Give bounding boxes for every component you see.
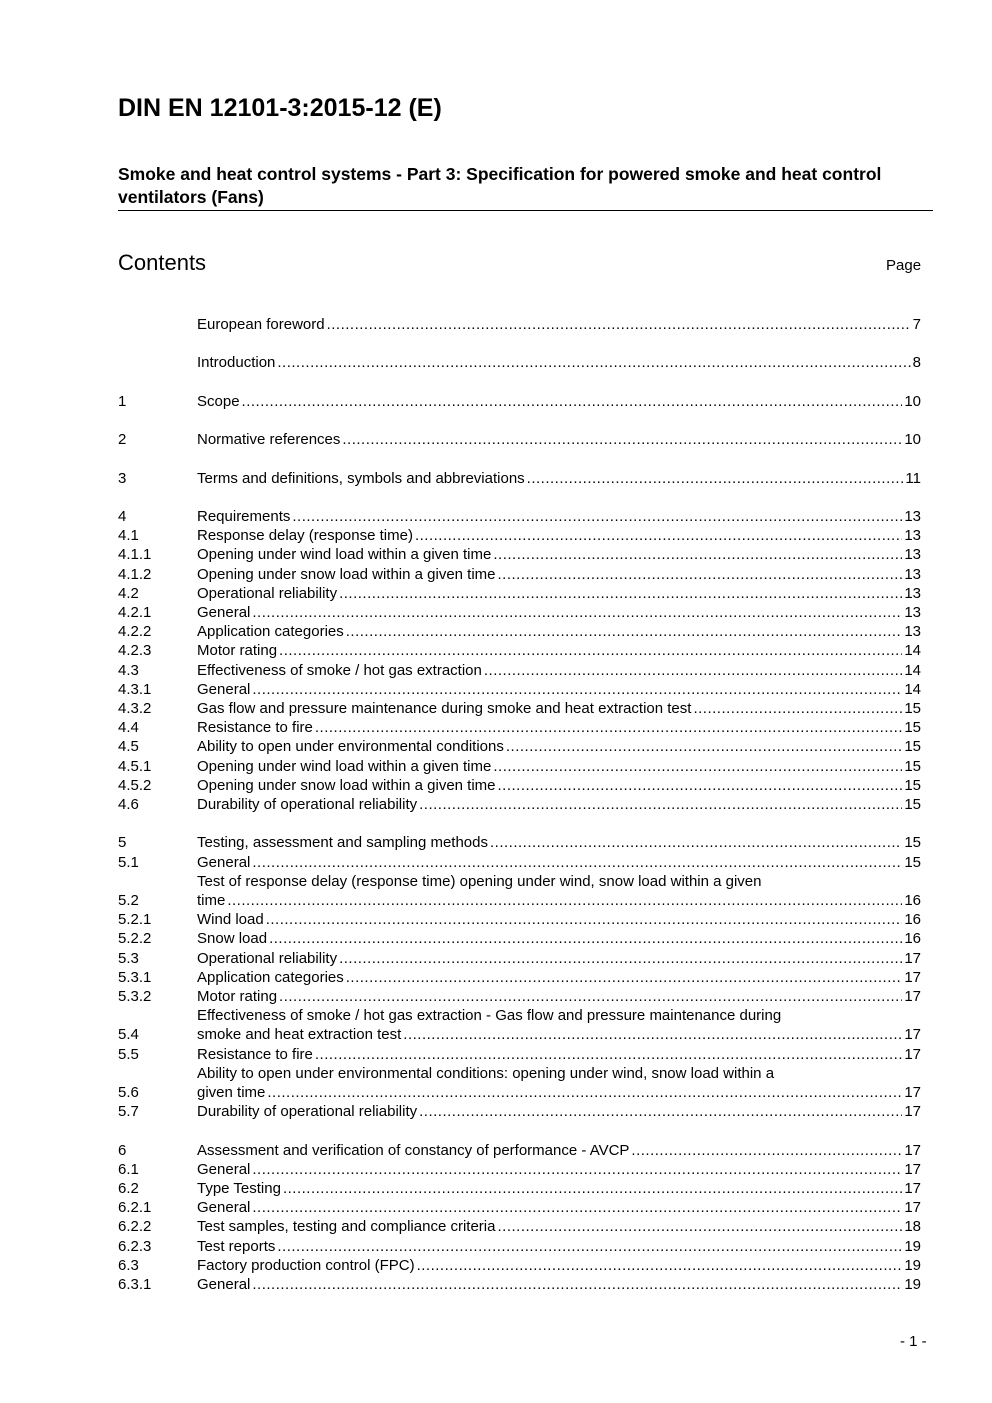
toc-entry-page: 17 [904,949,921,967]
toc-entry-number: 3 [118,469,127,487]
table-of-contents [118,315,921,1294]
toc-entry-page: 17 [904,1141,921,1159]
toc-entry-title: General [197,1276,251,1294]
toc-leader-dots [498,776,903,795]
toc-entry[interactable] [118,949,921,968]
page-column-label: Page [886,257,922,274]
toc-entry-title: General [197,680,251,698]
toc-leader-dots [403,1025,902,1044]
toc-entry-number: 6.3.1 [118,1276,152,1294]
toc-entry-title: Factory production control (FPC) [197,1256,415,1274]
toc-entry-page: 15 [904,776,921,794]
toc-entry[interactable] [118,1198,921,1217]
toc-entry[interactable] [118,699,921,718]
toc-leader-dots [277,1237,902,1256]
toc-entry-number: 5.4 [118,1026,139,1044]
toc-entry[interactable] [118,757,921,776]
toc-entry-page: 17 [904,1160,921,1178]
toc-entry[interactable] [118,1160,921,1179]
toc-entry-title: Opening under snow load within a given time [197,776,496,794]
toc-entry[interactable] [118,584,921,603]
toc-entry-page: 17 [904,1084,921,1102]
toc-entry-number: 4.2 [118,584,139,602]
toc-entry[interactable] [118,545,921,564]
toc-entry-page: 13 [904,603,921,621]
toc-entry[interactable] [118,622,921,641]
toc-entry[interactable] [118,641,921,660]
toc-leader-dots [631,1141,902,1160]
toc-entry[interactable] [118,833,921,852]
toc-entry[interactable] [118,910,921,929]
toc-entry-title: Normative references [197,431,341,449]
toc-leader-dots [490,833,902,852]
toc-entry-number: 5.5 [118,1045,139,1063]
toc-entry-title: Assessment and verification of constancy of performance - AVCP [197,1141,630,1159]
toc-entry-title: Snow load [197,930,268,948]
toc-leader-dots [498,565,903,584]
toc-entry-title: Testing, assessment and sampling methods [197,834,488,852]
toc-entry-title: General [197,603,251,621]
toc-entry[interactable] [118,469,921,488]
toc-entry-number: 4.1.1 [118,546,152,564]
toc-leader-dots [493,545,902,564]
toc-entry-page: 13 [904,546,921,564]
toc-entry-title: Introduction [197,354,276,372]
toc-entry-page: 15 [904,757,921,775]
toc-entry-page: 14 [904,642,921,660]
toc-entry[interactable] [118,968,921,987]
toc-entry-title: Opening under wind load within a given time [197,546,492,564]
toc-entry-page: 15 [904,796,921,813]
toc-entry-page: 16 [904,911,921,929]
toc-leader-dots [269,929,902,948]
toc-entry-title: Opening under snow load within a given time [197,565,496,583]
toc-leader-dots [227,891,902,910]
toc-entry-number: 5.2 [118,892,139,909]
toc-entry-title: Motor rating [197,642,278,660]
toc-entry-number: 4.5.2 [118,776,152,794]
toc-leader-dots [497,1217,902,1236]
toc-entry-page: 19 [904,1256,921,1274]
toc-leader-dots [252,1198,902,1217]
toc-entry-page: 17 [904,1103,921,1121]
toc-entry-number: 5.6 [118,1084,139,1102]
toc-entry-number: 5.1 [118,853,139,871]
toc-entry-number: 5 [118,834,127,852]
toc-entry[interactable] [118,526,921,545]
toc-entry-title: Effectiveness of smoke / hot gas extraction - Gas flow and pressure maintenance during [197,1007,782,1025]
toc-entry-number: 4.3 [118,661,139,679]
toc-entry-title: Test of response delay (response time) opening under wind, snow load within a given [197,872,762,890]
toc-entry-number: 5.3.1 [118,968,152,986]
document-title: DIN EN 12101-3:2015-12 (E) [118,94,442,122]
toc-entry-page: 13 [904,584,921,602]
toc-entry-number: 4.2.3 [118,642,152,660]
toc-leader-dots [266,910,903,929]
toc-entry-number: 4.2.1 [118,603,152,621]
toc-entry-number: 1 [118,392,127,410]
toc-leader-dots [327,315,911,334]
toc-entry[interactable] [118,315,921,334]
toc-entry[interactable] [118,507,921,526]
toc-entry-title: Application categories [197,968,344,986]
toc-entry[interactable] [118,872,921,910]
toc-entry-title: General [197,853,251,871]
toc-leader-dots [279,987,902,1006]
toc-leader-dots [279,641,902,660]
toc-entry-number: 6.2.1 [118,1199,152,1217]
toc-entry-page: 17 [904,1180,921,1198]
toc-leader-dots [283,1179,902,1198]
toc-leader-dots [346,968,903,987]
toc-entry-page: 15 [904,738,921,756]
toc-entry[interactable] [118,603,921,622]
toc-entry-title: European foreword [197,316,325,333]
toc-leader-dots [252,853,902,872]
toc-entry-number: 4 [118,507,127,525]
toc-entry-number: 5.3.2 [118,988,152,1006]
toc-entry-page: 14 [904,661,921,679]
toc-entry-title: Ability to open under environmental conditions [197,738,504,756]
toc-entry-page: 19 [904,1276,921,1294]
toc-entry-page: 15 [904,834,921,852]
toc-entry-title: Scope [197,392,240,410]
toc-entry-number: 4.6 [118,796,139,813]
toc-leader-dots [342,430,902,449]
toc-entry-page: 13 [904,507,921,525]
toc-entry[interactable] [118,1064,921,1102]
toc-entry-title: Gas flow and pressure maintenance during smoke and heat extraction test [197,699,692,717]
toc-entry[interactable] [118,1237,921,1256]
toc-entry-page: 15 [904,853,921,871]
toc-entry-page: 10 [904,392,921,410]
toc-entry-page: 16 [904,892,921,909]
toc-leader-dots [484,661,902,680]
toc-entry-page: 10 [904,431,921,449]
toc-entry[interactable] [118,1217,921,1236]
toc-entry-title: General [197,1199,251,1217]
toc-leader-dots [252,603,902,622]
toc-leader-dots [252,680,902,699]
toc-entry-title: General [197,1160,251,1178]
page-number: - 1 - [900,1333,927,1350]
toc-entry-number: 5.2.2 [118,930,152,948]
toc-entry[interactable] [118,353,921,372]
toc-entry-title: Operational reliability [197,949,338,967]
toc-leader-dots [415,526,902,545]
toc-entry[interactable] [118,737,921,756]
toc-entry[interactable] [118,392,921,411]
toc-leader-dots [277,353,910,372]
toc-entry-title: Durability of operational reliability [197,796,418,813]
toc-entry-page: 17 [904,1199,921,1217]
toc-entry-title: Terms and definitions, symbols and abbreviations [197,469,525,487]
toc-entry-page: 16 [904,930,921,948]
toc-entry[interactable] [118,929,921,948]
document-subtitle: Smoke and heat control systems - Part 3: Specification for powered smoke and heat control ventilators (Fans) [118,163,933,211]
toc-leader-dots [417,1256,903,1275]
toc-entry[interactable] [118,430,921,449]
toc-entry[interactable] [118,1179,921,1198]
toc-leader-dots [419,795,902,814]
toc-entry-page: 18 [904,1218,921,1236]
toc-entry-title: Response delay (response time) [197,527,413,545]
toc-entry-title: Operational reliability [197,584,338,602]
toc-entry-page: 13 [904,527,921,545]
toc-leader-dots [527,469,904,488]
toc-leader-dots [346,622,903,641]
toc-entry-page: 17 [904,988,921,1006]
toc-entry[interactable] [118,853,921,872]
toc-leader-dots [252,1160,902,1179]
toc-entry[interactable] [118,1045,921,1064]
toc-entry-number: 4.1.2 [118,565,152,583]
toc-entry-page: 8 [912,354,921,372]
toc-leader-dots [315,718,902,737]
toc-entry-title: Wind load [197,911,264,929]
toc-leader-dots [506,737,902,756]
toc-entry-number: 5.3 [118,949,139,967]
toc-entry-page: 17 [904,1045,921,1063]
toc-entry-number: 5.7 [118,1103,139,1121]
toc-entry-number: 6.2 [118,1180,139,1198]
toc-entry-page: 13 [904,565,921,583]
toc-entry[interactable] [118,680,921,699]
toc-entry-title: Resistance to fire [197,719,313,737]
toc-entry-number: 6.2.3 [118,1237,152,1255]
toc-leader-dots [315,1045,902,1064]
toc-entry[interactable] [118,1102,921,1121]
toc-leader-dots [419,1102,902,1121]
toc-entry-title-continuation: time [197,892,226,909]
toc-leader-dots [252,1275,902,1294]
toc-entry[interactable] [118,776,921,795]
toc-entry[interactable] [118,987,921,1006]
toc-entry-title: Test samples, testing and compliance criteria [197,1218,496,1236]
toc-entry-page: 15 [904,699,921,717]
toc-entry-title: Resistance to fire [197,1045,313,1063]
toc-entry-number: 4.3.2 [118,699,152,717]
toc-entry[interactable] [118,1275,921,1294]
toc-entry-title-continuation: given time [197,1084,266,1102]
toc-entry-title: Motor rating [197,988,278,1006]
toc-entry-page: 19 [904,1237,921,1255]
contents-heading: Contents [118,250,207,275]
toc-entry-title: Type Testing [197,1180,281,1198]
toc-entry[interactable] [118,1141,921,1160]
toc-entry-title: Ability to open under environmental conditions: opening under wind, snow load within a [197,1064,775,1082]
toc-entry-number: 4.5.1 [118,757,152,775]
toc-entry-page: 17 [904,1026,921,1044]
toc-leader-dots [693,699,902,718]
toc-entry-number: 2 [118,431,127,449]
toc-entry[interactable] [118,565,921,584]
toc-leader-dots [292,507,902,526]
toc-entry-number: 6.1 [118,1160,139,1178]
toc-entry-title-continuation: smoke and heat extraction test [197,1026,402,1044]
toc-entry[interactable] [118,718,921,737]
toc-entry-page: 13 [904,623,921,641]
toc-entry-page: 11 [905,469,921,487]
toc-entry-page: 14 [904,680,921,698]
toc-leader-dots [242,392,903,411]
toc-leader-dots [339,584,902,603]
toc-entry-number: 4.3.1 [118,680,152,698]
toc-entry-title: Durability of operational reliability [197,1103,418,1121]
toc-entry-title: Effectiveness of smoke / hot gas extraction [197,661,482,679]
toc-entry[interactable] [118,661,921,680]
toc-entry-title: Application categories [197,623,344,641]
toc-entry-number: 6.3 [118,1256,139,1274]
toc-entry-title: Opening under wind load within a given time [197,757,492,775]
toc-entry-number: 4.4 [118,719,139,737]
toc-entry-number: 4.1 [118,527,139,545]
toc-leader-dots [267,1083,902,1102]
toc-entry-number: 6.2.2 [118,1218,152,1236]
toc-entry-page: 7 [912,316,921,333]
toc-entry-number: 4.5 [118,738,139,756]
toc-entry[interactable] [118,795,921,814]
toc-entry[interactable] [118,1006,921,1044]
toc-entry-page: 15 [904,719,921,737]
toc-entry-number: 5.2.1 [118,911,152,929]
toc-leader-dots [339,949,902,968]
toc-entry-number: 6 [118,1141,127,1159]
toc-entry-number: 4.2.2 [118,623,152,641]
toc-entry-page: 17 [904,968,921,986]
toc-entry-title: Test reports [197,1237,276,1255]
toc-entry-title: Requirements [197,507,291,525]
toc-entry[interactable] [118,1256,921,1275]
toc-leader-dots [493,757,902,776]
